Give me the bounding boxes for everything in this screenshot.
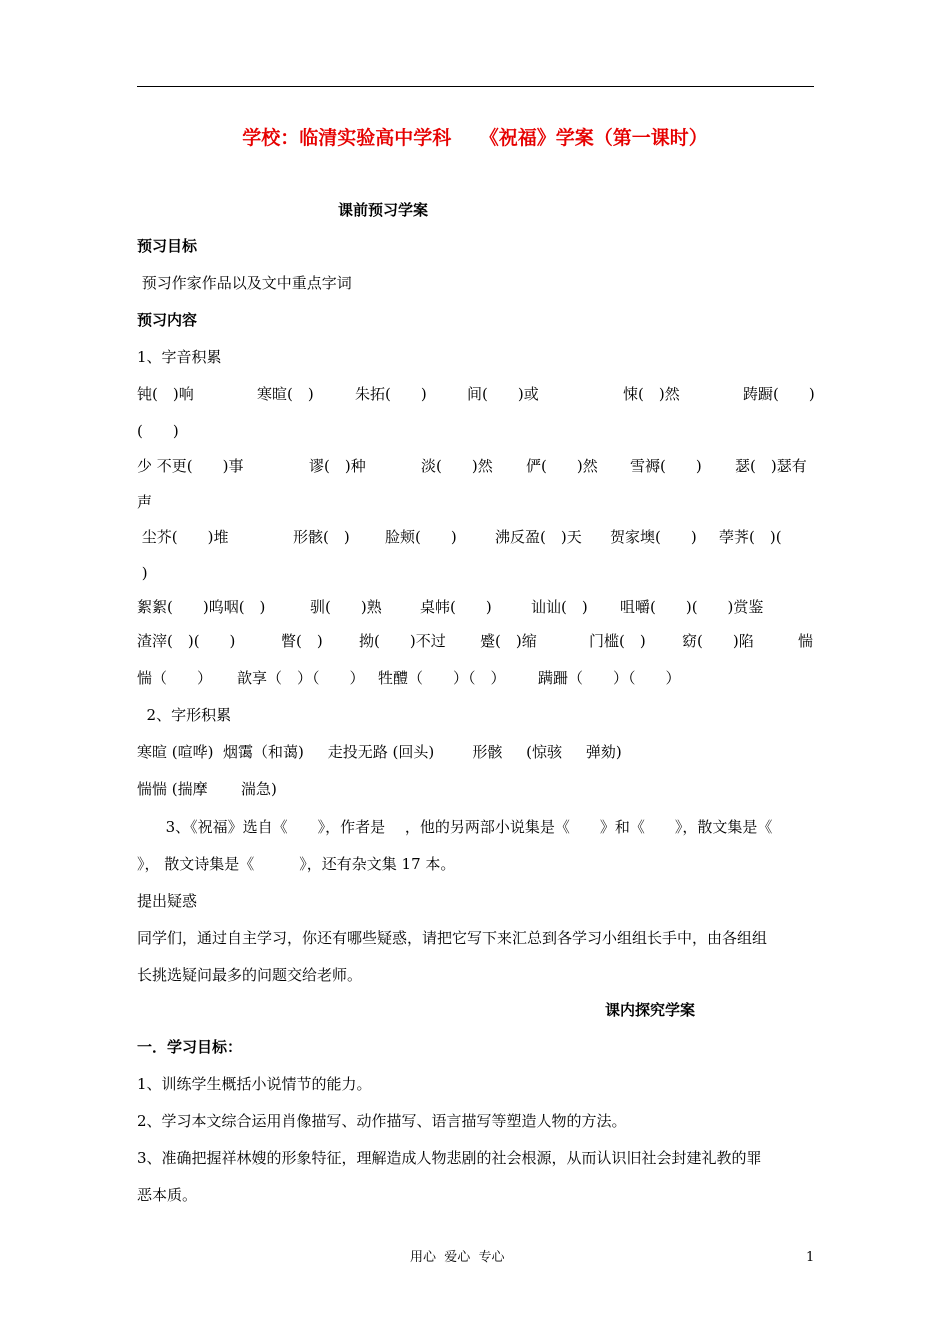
- word-item: 少 不更( )事: [137, 457, 244, 475]
- word-item: 拗( )不过: [359, 632, 446, 650]
- header-rule: [137, 86, 814, 87]
- page-number: 1: [806, 1250, 815, 1265]
- word-item: 悚( )然: [623, 385, 680, 403]
- pronunciation-label: 1、字音积累: [137, 348, 222, 366]
- pronunciation-row-6: [137, 668, 817, 692]
- pronunciation-row-2-wrap: 声: [137, 493, 153, 511]
- pronunciation-row-3-wrap: ): [137, 564, 148, 582]
- preview-heading: 课前预习学案: [338, 201, 429, 219]
- word-item: 俨( )然: [526, 457, 598, 475]
- word-item: 惴: [798, 632, 814, 650]
- pronunciation-row-5: [137, 631, 817, 655]
- learning-goal-3-line-2: 恶本质。: [137, 1186, 198, 1204]
- word-item: 咀嚼( )( )赏鉴: [620, 598, 764, 616]
- word-item: 钝( )响: [137, 385, 194, 403]
- word-item: 贺家墺( ): [610, 528, 697, 546]
- word-item: 牲醴（ ）（ ）: [378, 669, 506, 687]
- inclass-heading: 课内探究学案: [605, 1001, 696, 1019]
- glyph-label: 2、字形积累: [137, 706, 232, 724]
- literature-question-line-1: 3、《祝福》选自《 》，作者是 ，他的另两部小说集是《 》和《 》，散文集是《: [137, 818, 773, 836]
- glyph-row-1: 寒暄 (喧哗) 烟霭（和蔼) 走投无路 (回头) 形骸 (惊骇 弹劾): [137, 743, 622, 761]
- word-item: 渣滓( )( ): [137, 632, 236, 650]
- word-item: 朱拓( ): [355, 385, 427, 403]
- word-item: 蹙( )缩: [480, 632, 537, 650]
- word-item: 门槛( ): [589, 632, 646, 650]
- pronunciation-row-2: [137, 456, 817, 480]
- word-item: 淡( )然: [421, 457, 493, 475]
- word-item: 讪讪( ): [531, 598, 588, 616]
- word-item: 雪褥( ): [630, 457, 702, 475]
- preview-content-label: 预习内容: [137, 311, 198, 329]
- doubt-paragraph-line-1: 同学们，通过自主学习，你还有哪些疑惑，请把它写下来汇总到各学习小组组长手中，由各组组: [137, 929, 768, 947]
- word-item: 踌蹰( ): [743, 385, 815, 403]
- doubt-label: 提出疑惑: [137, 892, 198, 910]
- pronunciation-row-3: [137, 527, 817, 551]
- word-item: 窈( )陷: [682, 632, 754, 650]
- word-item: 蹒跚（ ）（ ）: [538, 669, 681, 687]
- word-item: 瞥( ): [281, 632, 323, 650]
- word-item: 脸颊( ): [385, 528, 457, 546]
- word-item: 形骸( ): [293, 528, 350, 546]
- doubt-paragraph-line-2: 长挑选疑问最多的问题交给老师。: [137, 966, 363, 984]
- word-item: 沸反盈( )天: [495, 528, 582, 546]
- learning-goals-heading: 一．学习目标：: [137, 1038, 243, 1056]
- word-item: 荸荠( )(: [719, 528, 782, 546]
- pronunciation-row-1-wrap: ( ): [137, 422, 179, 440]
- word-item: 絮絮( )呜咽( ): [137, 598, 266, 616]
- literature-question-line-2: 》， 散文诗集是《 》，还有杂文集 17 本。: [137, 855, 456, 873]
- glyph-row-2: 惴惴 (揣摩 湍急): [137, 780, 277, 798]
- preview-goal-text: 预习作家作品以及文中重点字词: [137, 274, 352, 292]
- document-title: 学校：临清实验高中学科 《祝福》学案（第一课时）: [242, 127, 708, 149]
- preview-goal-label: 预习目标: [137, 237, 198, 255]
- word-item: 寒暄( ): [257, 385, 314, 403]
- pronunciation-row-1: [137, 384, 817, 408]
- word-item: 尘芥( )堆: [137, 528, 229, 546]
- learning-goal-3-line-1: 3、准确把握祥林嫂的形象特征，理解造成人物悲剧的社会根源，从而认识旧社会封建礼教的罪: [137, 1149, 762, 1167]
- word-item: 歆享（ ）（ ）: [237, 669, 365, 687]
- word-item: 驯( )熟: [310, 598, 382, 616]
- word-item: 惴（ ）: [137, 669, 213, 687]
- word-item: 谬( )种: [309, 457, 366, 475]
- footer-slogan: 用心 爱心 专心: [410, 1250, 505, 1265]
- word-item: 桌帏( ): [420, 598, 492, 616]
- word-item: 间( )或: [467, 385, 539, 403]
- learning-goal-2: 2、学习本文综合运用肖像描写、动作描写、语言描写等塑造人物的方法。: [137, 1112, 627, 1130]
- learning-goal-1: 1、训练学生概括小说情节的能力。: [137, 1075, 372, 1093]
- pronunciation-row-4: [137, 597, 817, 621]
- word-item: 瑟( )瑟有: [735, 457, 807, 475]
